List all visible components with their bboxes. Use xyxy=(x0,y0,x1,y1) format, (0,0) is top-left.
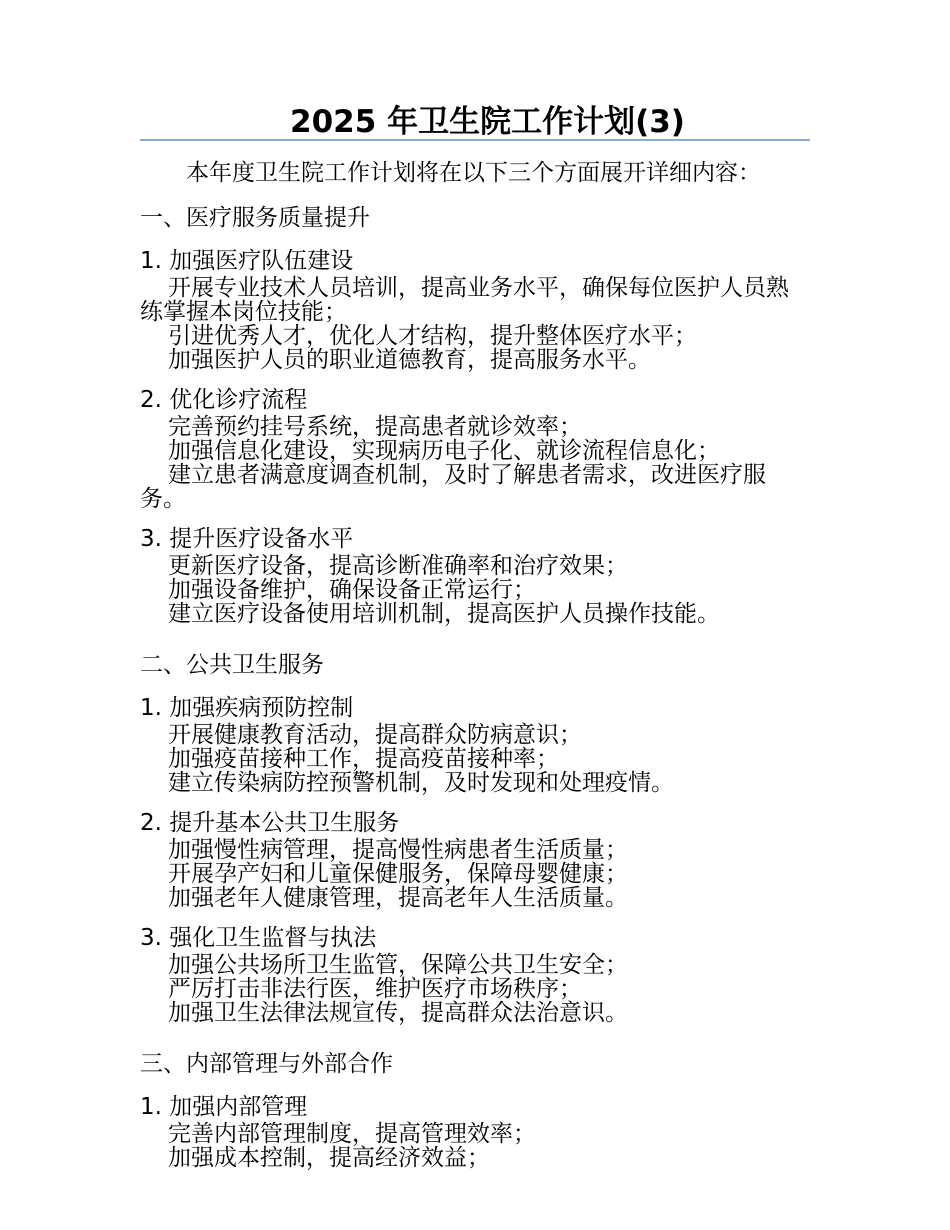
section-heading: 三、内部管理与外部合作 xyxy=(140,1051,393,1077)
document-title: 2025 年卫生院工作计划(3) xyxy=(290,104,685,140)
subsection-title: 3. 强化卫生监督与执法 xyxy=(140,925,377,951)
list-item: 加强疫苗接种工作，提高疫苗接种率； xyxy=(168,746,559,772)
list-item: 更新医疗设备，提高诊断准确率和治疗效果； xyxy=(168,553,628,579)
list-item: 加强医护人员的职业道德教育，提高服务水平。 xyxy=(168,347,651,373)
list-item: 引进优秀人才，优化人才结构，提升整体医疗水平； xyxy=(168,323,697,349)
subsection xyxy=(140,250,810,372)
list-item: 加强老年人健康管理，提高老年人生活质量。 xyxy=(168,885,628,911)
subsection xyxy=(140,927,810,1025)
list-item: 加强卫生法律法规宣传，提高群众法治意识。 xyxy=(168,1000,628,1026)
subsection-title: 2. 优化诊疗流程 xyxy=(140,387,308,413)
subsection-title: 1. 加强医疗队伍建设 xyxy=(140,248,354,274)
list-item: 加强成本控制，提高经济效益； xyxy=(168,1145,490,1171)
document-body xyxy=(140,150,810,1187)
list-item: 加强信息化建设，实现病历电子化、就诊流程信息化； xyxy=(168,438,720,464)
subsection-title: 1. 加强内部管理 xyxy=(140,1094,308,1120)
title-underline xyxy=(140,139,810,141)
list-item: 完善预约挂号系统，提高患者就诊效率； xyxy=(168,414,582,440)
list-item: 加强设备维护，确保设备正常运行； xyxy=(168,577,536,603)
subsection xyxy=(140,812,810,910)
list-item: 严厉打击非法行医，维护医疗市场秩序； xyxy=(168,976,582,1002)
list-item: 加强慢性病管理，提高慢性病患者生活质量； xyxy=(168,837,628,863)
list-item: 建立医疗设备使用培训机制，提高医护人员操作技能。 xyxy=(168,601,720,627)
list-item: 开展健康教育活动，提高群众防病意识； xyxy=(168,722,582,748)
list-item: 加强公共场所卫生监管，保障公共卫生安全； xyxy=(168,952,628,978)
subsection-title: 3. 提升医疗设备水平 xyxy=(140,526,354,552)
list-item: 建立患者满意度调查机制，及时了解患者需求，改进医疗服务。 xyxy=(140,462,766,512)
section-heading: 二、公共卫生服务 xyxy=(140,652,324,678)
subsection-title: 1. 加强疾病预防控制 xyxy=(140,695,354,721)
intro-paragraph: 本年度卫生院工作计划将在以下三个方面展开详细内容： xyxy=(186,160,761,186)
subsection-title: 2. 提升基本公共卫生服务 xyxy=(140,810,400,836)
list-item: 开展孕产妇和儿童保健服务，保障母婴健康； xyxy=(168,861,628,887)
subsection xyxy=(140,697,810,795)
list-item: 建立传染病防控预警机制，及时发现和处理疫情。 xyxy=(168,770,674,796)
subsection xyxy=(140,528,810,626)
section-heading: 一、医疗服务质量提升 xyxy=(140,205,370,231)
list-item: 开展专业技术人员培训，提高业务水平，确保每位医护人员熟练掌握本岗位技能； xyxy=(140,275,789,325)
subsection xyxy=(140,1096,810,1170)
subsection xyxy=(140,389,810,511)
list-item: 完善内部管理制度，提高管理效率； xyxy=(168,1121,536,1147)
